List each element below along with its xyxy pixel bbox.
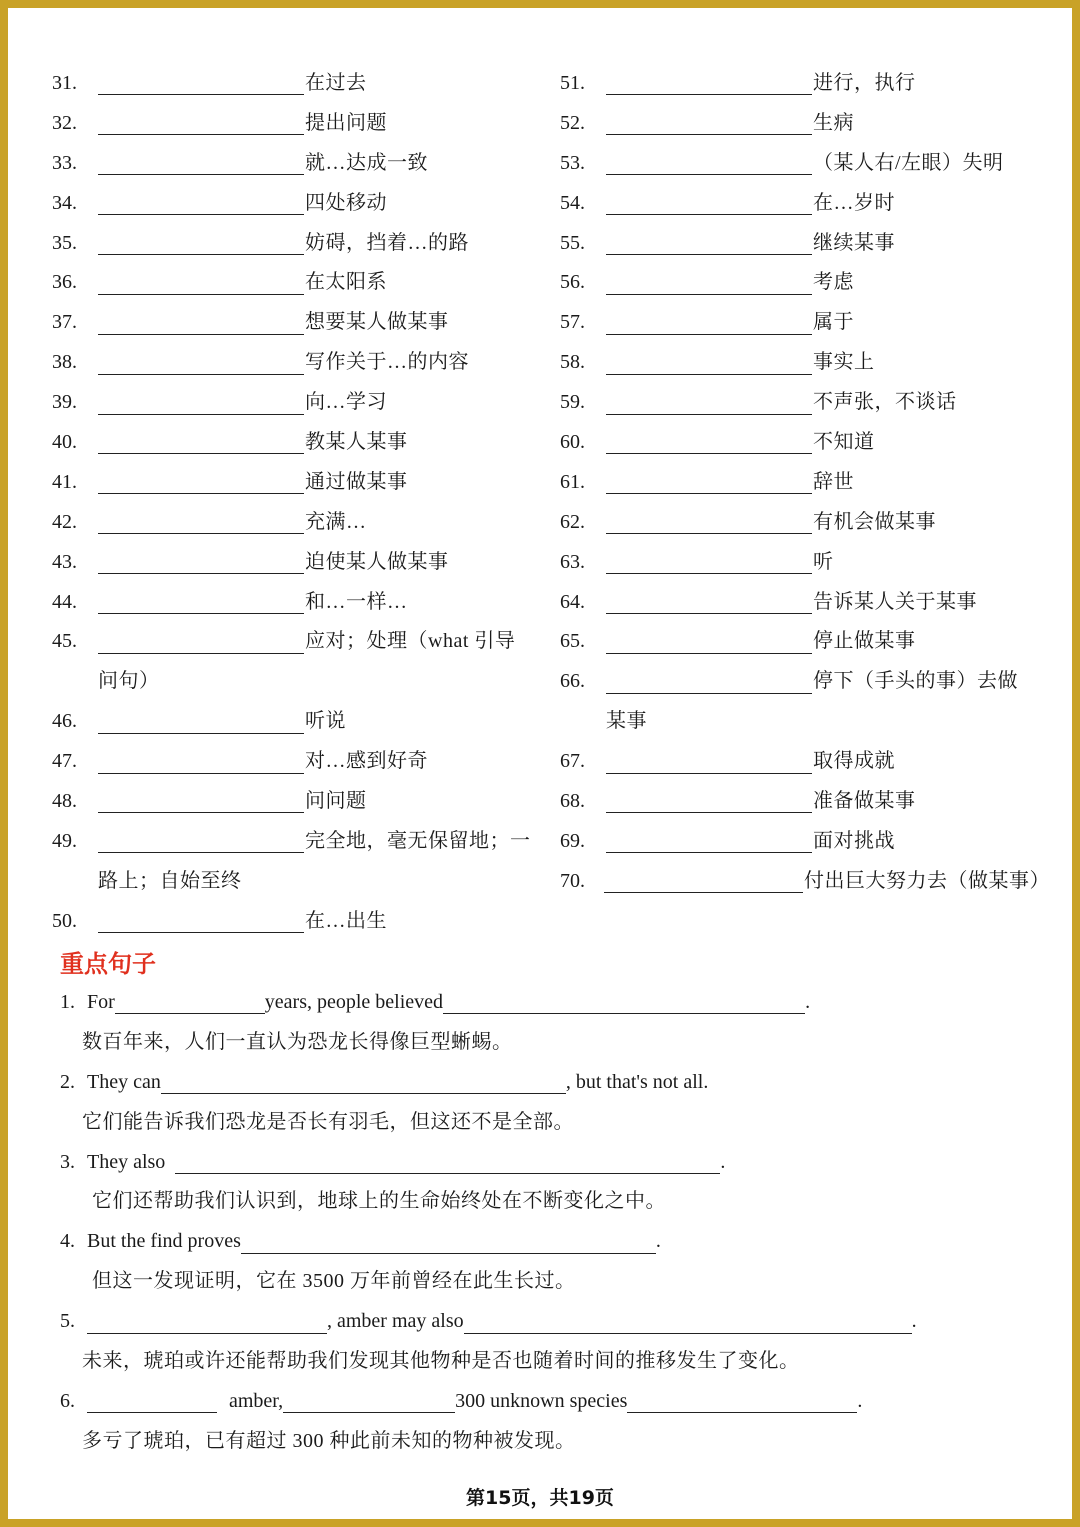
answer-blank[interactable] — [606, 352, 812, 375]
phrase-item: 36. 在太阳系 — [52, 271, 387, 294]
answer-blank[interactable] — [98, 152, 304, 175]
answer-blank[interactable] — [606, 392, 812, 415]
phrase-item: 34. 四处移动 — [52, 191, 387, 214]
answer-blank[interactable] — [98, 830, 304, 853]
phrase-item: 56. 考虑 — [560, 271, 854, 294]
phrase-item: 50. 在…出生 — [52, 909, 387, 932]
sentence-prompt: 4. But the find proves . — [60, 1230, 661, 1253]
answer-blank[interactable] — [606, 751, 812, 774]
answer-blank[interactable] — [98, 352, 304, 375]
answer-blank[interactable] — [606, 471, 812, 494]
phrase-item: 41. 通过做某事 — [52, 470, 408, 493]
answer-blank[interactable] — [98, 72, 304, 95]
answer-blank[interactable] — [98, 910, 304, 933]
answer-blank[interactable] — [87, 1311, 327, 1334]
answer-blank[interactable] — [98, 591, 304, 614]
answer-blank[interactable] — [241, 1231, 656, 1254]
phrase-item: 54. 在…岁时 — [560, 191, 895, 214]
answer-blank[interactable] — [606, 551, 812, 574]
sentence-translation: 多亏了琥珀，已有超过 300 种此前未知的物种被发现。 — [82, 1429, 576, 1452]
sentence-translation: 它们还帮助我们认识到，地球上的生命始终处在不断变化之中。 — [92, 1190, 666, 1213]
phrase-item: 40. 教某人某事 — [52, 431, 408, 454]
answer-blank[interactable] — [98, 392, 304, 415]
phrase-item: 37. 想要某人做某事 — [52, 311, 449, 334]
phrase-item: 52. 生病 — [560, 111, 854, 134]
sentence-translation: 但这一发现证明，它在 3500 万年前曾经在此生长过。 — [92, 1270, 576, 1293]
answer-blank[interactable] — [98, 312, 304, 335]
sentence-prompt: 1. For years, people believed . — [60, 991, 811, 1013]
sentence-prompt: 6. amber, 300 unknown species . — [60, 1389, 863, 1412]
phrase-item: 51. 进行，执行 — [560, 72, 916, 94]
key-sentences — [60, 983, 1040, 1462]
answer-blank[interactable] — [98, 471, 304, 494]
phrase-item: 45. 应对；处理（what 引导 — [52, 630, 516, 653]
sentence-prompt: 5. , amber may also . — [60, 1310, 917, 1333]
phrase-item: 33. 就…达成一致 — [52, 151, 428, 174]
answer-blank[interactable] — [98, 232, 304, 255]
answer-blank[interactable] — [175, 1151, 720, 1174]
phrase-item: 32. 提出问题 — [52, 111, 387, 134]
phrase-item: 39. 向…学习 — [52, 391, 387, 414]
phrase-item: 58. 事实上 — [560, 351, 875, 374]
sentence-prompt: 3. They also . — [60, 1150, 726, 1173]
answer-blank[interactable] — [606, 591, 812, 614]
answer-blank[interactable] — [606, 431, 812, 454]
answer-blank[interactable] — [98, 551, 304, 574]
sentence-translation: 它们能告诉我们恐龙是否长有羽毛，但这还不是全部。 — [82, 1110, 574, 1133]
phrase-item: 47. 对…感到好奇 — [52, 750, 428, 773]
phrase-item: 66. 停下（手头的事）去做 — [560, 670, 1018, 693]
answer-blank[interactable] — [606, 112, 812, 135]
answer-blank[interactable] — [464, 1311, 912, 1334]
answer-blank[interactable] — [98, 631, 304, 654]
answer-blank[interactable] — [604, 870, 803, 893]
answer-blank[interactable] — [606, 192, 812, 215]
answer-blank[interactable] — [627, 1390, 857, 1413]
phrase-item: 44. 和…一样… — [52, 590, 408, 613]
phrase-item: 67. 取得成就 — [560, 750, 895, 773]
phrase-item: 61. 辞世 — [560, 470, 854, 493]
phrase-item: 49. 完全地，毫无保留地；一 — [52, 829, 531, 852]
answer-blank[interactable] — [98, 272, 304, 295]
answer-blank[interactable] — [161, 1071, 566, 1094]
answer-blank[interactable] — [98, 511, 304, 534]
sentence-translation: 未来，琥珀或许还能帮助我们发现其他物种是否也随着时间的推移发生了变化。 — [82, 1350, 800, 1373]
answer-blank[interactable] — [606, 72, 812, 95]
phrase-item: 43. 迫使某人做某事 — [52, 550, 449, 573]
answer-blank[interactable] — [98, 790, 304, 813]
phrase-item: 64. 告诉某人关于某事 — [560, 590, 977, 613]
answer-blank[interactable] — [606, 312, 812, 335]
phrase-item: 53. （某人右/左眼）失明 — [560, 151, 1004, 174]
phrase-item: 55. 继续某事 — [560, 231, 895, 254]
phrase-item: 60. 不知道 — [560, 431, 875, 454]
phrase-item: 70. 付出巨大努力去（做某事） — [560, 869, 1050, 892]
answer-blank[interactable] — [606, 511, 812, 534]
phrase-item: 57. 属于 — [560, 311, 854, 334]
phrase-item: 69. 面对挑战 — [560, 829, 895, 852]
answer-blank[interactable] — [98, 112, 304, 135]
answer-blank[interactable] — [606, 272, 812, 295]
answer-blank[interactable] — [115, 991, 265, 1014]
phrase-item: 42. 充满… — [52, 510, 367, 533]
sentence-prompt: 2. They can , but that's not all. — [60, 1070, 709, 1093]
answer-blank[interactable] — [606, 631, 812, 654]
answer-blank[interactable] — [606, 671, 812, 694]
phrase-item-continuation: 某事 — [606, 710, 647, 733]
page-number-footer: 第15页，共19页 — [466, 1487, 614, 1509]
phrase-item: 65. 停止做某事 — [560, 630, 916, 653]
phrase-item: 59. 不声张，不谈话 — [560, 391, 957, 414]
answer-blank[interactable] — [606, 232, 812, 255]
answer-blank[interactable] — [98, 711, 304, 734]
phrase-item-continuation: 问句） — [98, 670, 160, 693]
answer-blank[interactable] — [98, 192, 304, 215]
section-title: 重点句子 — [60, 950, 156, 978]
phrase-item-continuation: 路上；自始至终 — [98, 869, 242, 892]
answer-blank[interactable] — [606, 790, 812, 813]
phrase-item: 48. 问问题 — [52, 790, 367, 813]
answer-blank[interactable] — [606, 830, 812, 853]
phrase-item: 68. 准备做某事 — [560, 790, 916, 813]
answer-blank[interactable] — [443, 991, 805, 1014]
phrase-item: 38. 写作关于…的内容 — [52, 351, 469, 374]
answer-blank[interactable] — [98, 431, 304, 454]
phrase-item: 31. 在过去 — [52, 72, 367, 94]
answer-blank[interactable] — [87, 1390, 217, 1413]
phrase-item: 63. 听 — [560, 550, 834, 573]
sentence-translation: 数百年来，人们一直认为恐龙长得像巨型蜥蜴。 — [82, 1030, 513, 1053]
answer-blank[interactable] — [98, 751, 304, 774]
phrase-list-right — [560, 64, 1050, 902]
phrase-list-left — [52, 64, 542, 942]
phrase-item: 35. 妨碍，挡着…的路 — [52, 231, 469, 254]
answer-blank[interactable] — [606, 152, 812, 175]
phrase-item: 46. 听说 — [52, 710, 346, 733]
answer-blank[interactable] — [283, 1390, 455, 1413]
phrase-item: 62. 有机会做某事 — [560, 510, 936, 533]
